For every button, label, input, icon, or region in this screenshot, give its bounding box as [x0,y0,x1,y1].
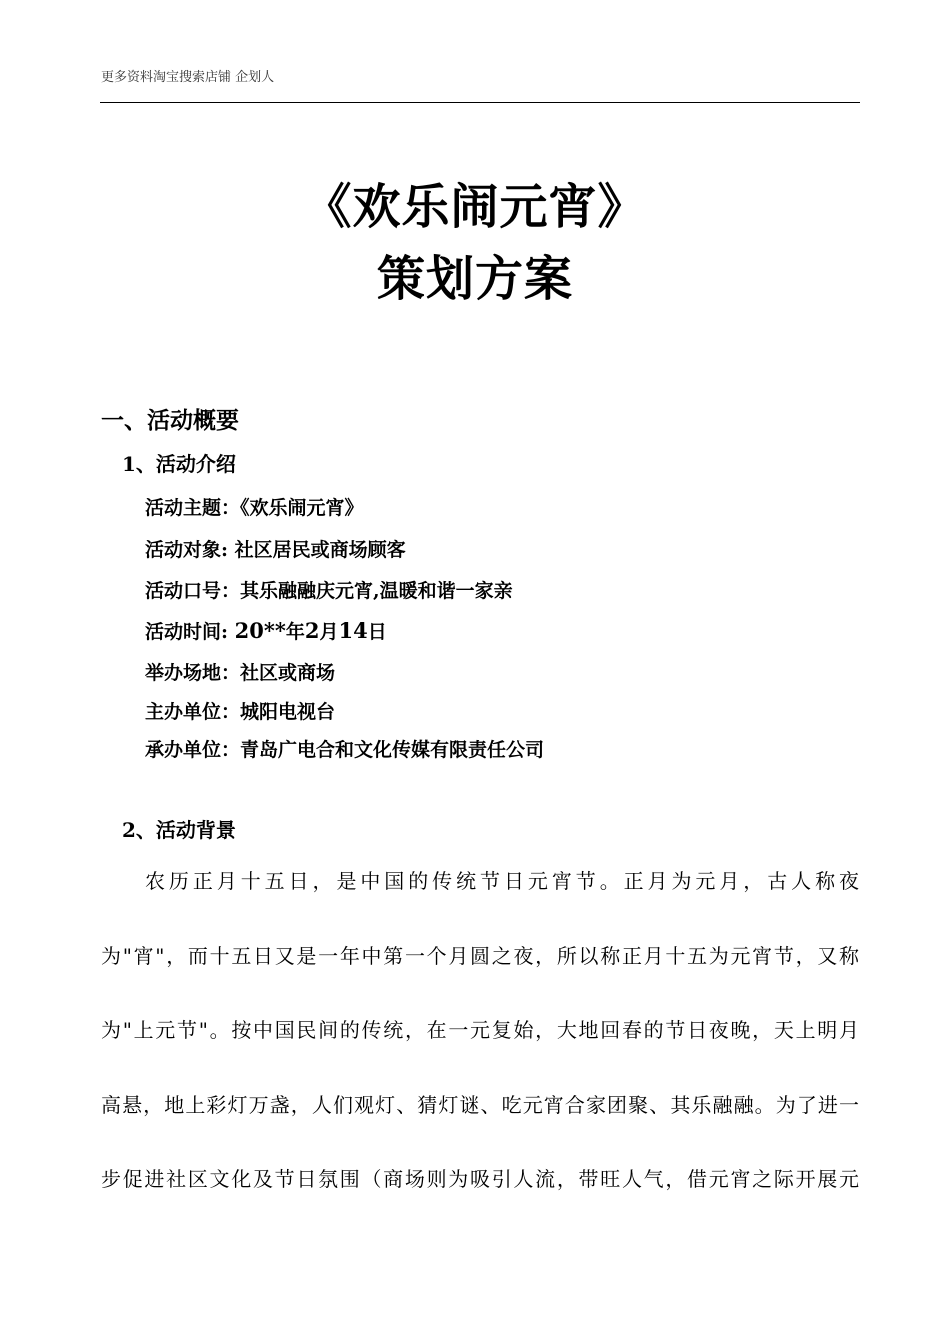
info-line-slogan [145,576,513,603]
document-title-line1: 《欢乐闹元宵》 [303,179,647,235]
paragraph-line: 步促进社区文化及节日氛围（商场则为吸引人流，带旺人气，借元宵之际开展元 [101,1167,859,1191]
paragraph-line: 高悬，地上彩灯万盏，人们观灯、猜灯谜、吃元宵合家团聚、其乐融融。为了进一 [101,1093,859,1117]
info-label: 举办场地： [145,662,241,684]
paragraph-line: 为"宵"，而十五日又是一年中第一个月圆之夜，所以称正月十五为元宵节，又称 [101,944,859,968]
info-value: 其乐融融庆元宵,温暖和谐一家亲 [240,580,513,602]
document-title-line2: 策划方案 [376,251,573,307]
info-value-month-unit: 月 [319,621,339,643]
header-divider [100,102,860,103]
info-value-year: 20** [234,618,286,643]
info-line-audience [145,535,406,562]
info-label: 活动时间: [145,621,235,643]
info-value: 青岛广电合和文化传媒有限责任公司 [240,739,545,761]
section-heading-overview: 一、活动概要 [101,407,239,434]
info-label: 主办单位： [145,701,241,723]
info-label: 活动对象: [145,539,235,561]
info-value: 社区或商场 [240,662,336,684]
info-line-time [145,617,387,644]
info-value-month: 2 [304,618,320,643]
info-label: 活动口号： [145,580,241,602]
info-value: 《欢乐闹元宵》 [240,497,364,519]
info-line-organizer [145,697,335,724]
info-value-year-unit: 年 [285,621,305,643]
paragraph-line: 农历正月十五日，是中国的传统节日元宵节。正月为元月，古人称夜 [145,869,859,893]
paragraph-line: 为"上元节"。按中国民间的传统，在一元复始，大地回春的节日夜晚，天上明月 [101,1018,859,1042]
info-line-venue [145,658,335,685]
subsection-heading-intro: 1、活动介绍 [122,452,236,476]
page-header-text: 更多资料淘宝搜索店铺 企划人 [101,70,275,85]
info-line-co-organizer [145,735,544,762]
info-label: 活动主题： [145,497,241,519]
info-value-day-unit: 日 [367,621,387,643]
info-value-day: 14 [338,618,368,643]
info-value: 社区居民或商场顾客 [234,539,406,561]
info-line-theme [145,493,364,520]
info-value: 城阳电视台 [240,701,336,723]
info-label: 承办单位： [145,739,241,761]
subsection-heading-background: 2、活动背景 [122,818,236,842]
